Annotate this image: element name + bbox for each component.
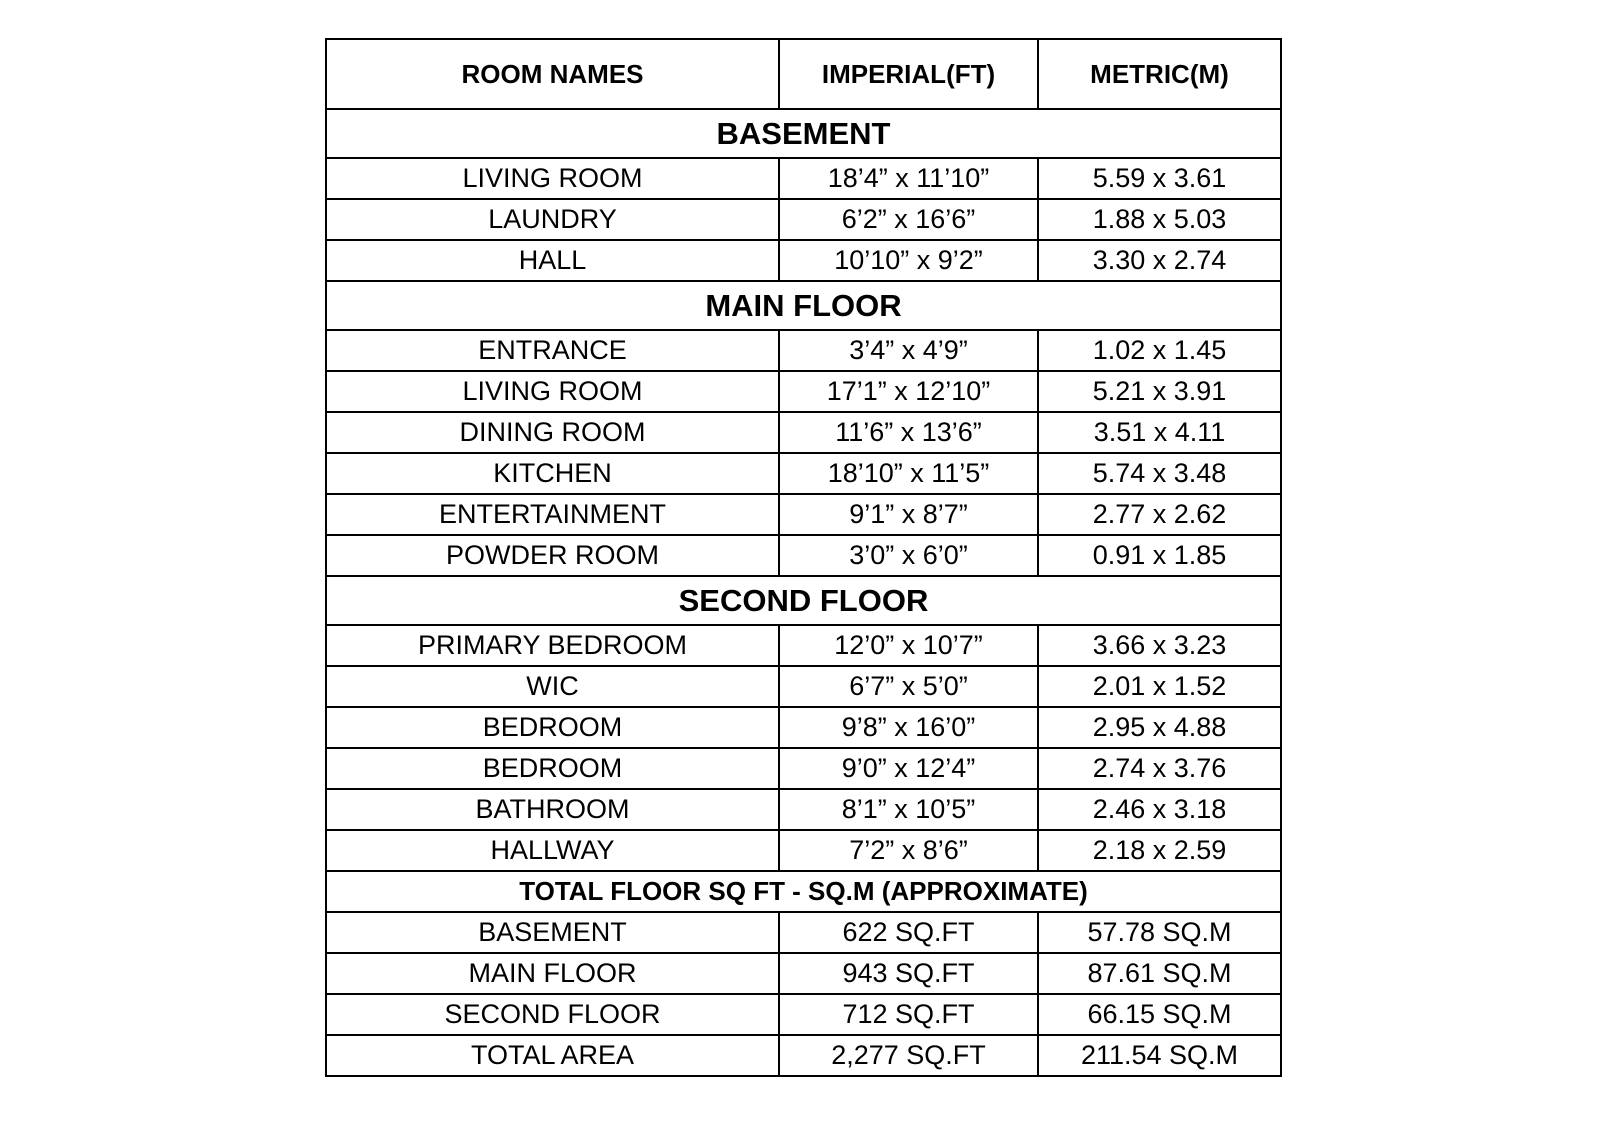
room-name-cell: BEDROOM	[326, 748, 779, 789]
total-area-row	[326, 1035, 1281, 1076]
section-title: SECOND FLOOR	[326, 576, 1281, 625]
table-row	[326, 625, 1281, 666]
sqft-cell: 622 SQ.FT	[779, 912, 1038, 953]
metric-cell: 2.01 x 1.52	[1038, 666, 1281, 707]
metric-cell: 1.02 x 1.45	[1038, 330, 1281, 371]
imperial-cell: 6’2” x 16’6”	[779, 199, 1038, 240]
imperial-cell: 18’10” x 11’5”	[779, 453, 1038, 494]
metric-cell: 1.88 x 5.03	[1038, 199, 1281, 240]
imperial-cell: 6’7” x 5’0”	[779, 666, 1038, 707]
section-row	[326, 281, 1281, 330]
metric-cell: 2.95 x 4.88	[1038, 707, 1281, 748]
table-row	[326, 330, 1281, 371]
sqft-cell: 943 SQ.FT	[779, 953, 1038, 994]
table-row	[326, 666, 1281, 707]
table-row	[326, 789, 1281, 830]
imperial-cell: 12’0” x 10’7”	[779, 625, 1038, 666]
room-name-cell: POWDER ROOM	[326, 535, 779, 576]
room-name-cell: ENTERTAINMENT	[326, 494, 779, 535]
table-row	[326, 158, 1281, 199]
metric-cell: 2.74 x 3.76	[1038, 748, 1281, 789]
floor-name-cell: SECOND FLOOR	[326, 994, 779, 1035]
table-row	[326, 494, 1281, 535]
room-name-cell: LIVING ROOM	[326, 371, 779, 412]
room-name-cell: BATHROOM	[326, 789, 779, 830]
total-row	[326, 994, 1281, 1035]
table-row	[326, 240, 1281, 281]
floor-name-cell: BASEMENT	[326, 912, 779, 953]
room-name-cell: ENTRANCE	[326, 330, 779, 371]
table-row	[326, 707, 1281, 748]
metric-cell: 5.74 x 3.48	[1038, 453, 1281, 494]
imperial-cell: 10’10” x 9’2”	[779, 240, 1038, 281]
section-row	[326, 109, 1281, 158]
imperial-cell: 9’8” x 16’0”	[779, 707, 1038, 748]
header-imperial: IMPERIAL(FT)	[779, 39, 1038, 109]
header-row	[326, 39, 1281, 109]
imperial-cell: 7’2” x 8’6”	[779, 830, 1038, 871]
sqm-cell: 66.15 SQ.M	[1038, 994, 1281, 1035]
metric-cell: 5.21 x 3.91	[1038, 371, 1281, 412]
room-name-cell: KITCHEN	[326, 453, 779, 494]
metric-cell: 3.66 x 3.23	[1038, 625, 1281, 666]
imperial-cell: 11’6” x 13’6”	[779, 412, 1038, 453]
sqm-cell: 57.78 SQ.M	[1038, 912, 1281, 953]
totals-title: TOTAL FLOOR SQ FT - SQ.M (APPROXIMATE)	[326, 871, 1281, 912]
room-name-cell: LAUNDRY	[326, 199, 779, 240]
imperial-cell: 9’0” x 12’4”	[779, 748, 1038, 789]
sqm-cell: 87.61 SQ.M	[1038, 953, 1281, 994]
section-title: MAIN FLOOR	[326, 281, 1281, 330]
imperial-cell: 9’1” x 8’7”	[779, 494, 1038, 535]
sqft-cell: 2,277 SQ.FT	[779, 1035, 1038, 1076]
metric-cell: 2.46 x 3.18	[1038, 789, 1281, 830]
table-row	[326, 453, 1281, 494]
metric-cell: 0.91 x 1.85	[1038, 535, 1281, 576]
room-name-cell: BEDROOM	[326, 707, 779, 748]
total-row	[326, 953, 1281, 994]
metric-cell: 3.51 x 4.11	[1038, 412, 1281, 453]
table-row	[326, 199, 1281, 240]
imperial-cell: 3’0” x 6’0”	[779, 535, 1038, 576]
section-row	[326, 576, 1281, 625]
room-name-cell: DINING ROOM	[326, 412, 779, 453]
metric-cell: 3.30 x 2.74	[1038, 240, 1281, 281]
room-name-cell: WIC	[326, 666, 779, 707]
table-row	[326, 371, 1281, 412]
table-row	[326, 748, 1281, 789]
sqft-cell: 712 SQ.FT	[779, 994, 1038, 1035]
room-name-cell: HALL	[326, 240, 779, 281]
total-row	[326, 912, 1281, 953]
imperial-cell: 3’4” x 4’9”	[779, 330, 1038, 371]
header-room-names: ROOM NAMES	[326, 39, 779, 109]
room-name-cell: PRIMARY BEDROOM	[326, 625, 779, 666]
table-row	[326, 830, 1281, 871]
imperial-cell: 8’1” x 10’5”	[779, 789, 1038, 830]
room-name-cell: LIVING ROOM	[326, 158, 779, 199]
room-dimensions-table	[325, 38, 1282, 1077]
metric-cell: 2.18 x 2.59	[1038, 830, 1281, 871]
floor-name-cell: MAIN FLOOR	[326, 953, 779, 994]
header-metric: METRIC(M)	[1038, 39, 1281, 109]
metric-cell: 5.59 x 3.61	[1038, 158, 1281, 199]
table-row	[326, 412, 1281, 453]
metric-cell: 2.77 x 2.62	[1038, 494, 1281, 535]
imperial-cell: 18’4” x 11’10”	[779, 158, 1038, 199]
totals-title-row	[326, 871, 1281, 912]
floor-name-cell: TOTAL AREA	[326, 1035, 779, 1076]
section-title: BASEMENT	[326, 109, 1281, 158]
imperial-cell: 17’1” x 12’10”	[779, 371, 1038, 412]
sqm-cell: 211.54 SQ.M	[1038, 1035, 1281, 1076]
room-name-cell: HALLWAY	[326, 830, 779, 871]
table-row	[326, 535, 1281, 576]
